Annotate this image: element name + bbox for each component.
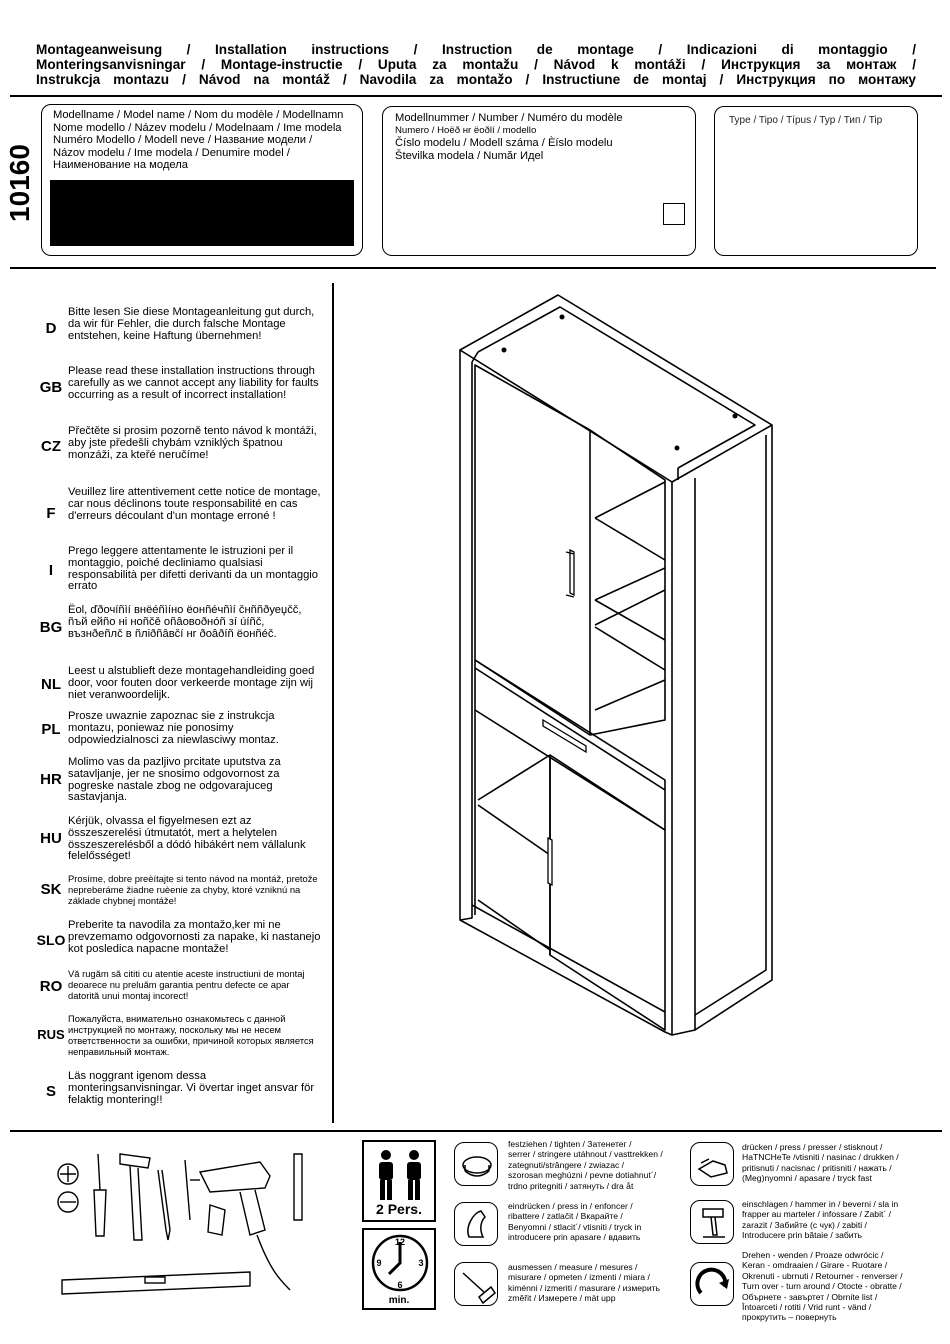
tools-illustration (50, 1140, 320, 1320)
title-line: Montageanweisung / Installation instructions / Instruction de montage / Indicazioni di montaggio / (36, 42, 916, 57)
action-text-tighten: festziehen / tighten / Затенетег / serrer / stringere utáhnout / vasttrekken / zategnuti/strângere / zwiazac / szorosan meghúzni / pevne dotiahnut´/ trdno pritegniti / затянуть / dra åt (508, 1139, 663, 1191)
lang-text: Veuillez lire attentivement cette notice de montage, car nous déclinons toute responsabilité en cas d'erreurs découlant d'un montage erroné ! (68, 486, 321, 522)
minutes-label: min. (388, 1295, 410, 1306)
model-number-label: Číslo modelu / Modell száma / Èíslo modelu (395, 137, 613, 150)
header-divider-top (10, 95, 942, 97)
clock-number-3: 3 (418, 1258, 424, 1268)
action-text-measure: ausmessen / measure / mesures / misurare / opmeten / izmenti / miara / kiménni / izmeriti / masurare / измерить změřit / Измерете / mät upp (508, 1262, 661, 1304)
lang-code: GB (39, 379, 63, 396)
lang-code: CZ (41, 438, 61, 455)
notice-d (34, 307, 324, 357)
model-number-box (382, 106, 696, 256)
model-name-box (41, 104, 363, 256)
notice-nl (34, 666, 324, 706)
hammer-in-icon (690, 1200, 734, 1244)
model-name-redacted-bar (50, 180, 354, 246)
column-divider (332, 283, 334, 1123)
model-name-label: Наименование на модела (53, 159, 188, 172)
notice-gb (34, 366, 324, 416)
lang-text: Prosze uwaznie zapoznac sie z instrukcja montazu, poniewaz nie ponosimy odpowiedzialnosci za niewlasciwy montaz. (68, 710, 279, 746)
clock-number-12: 12 (394, 1237, 406, 1247)
type-box (714, 106, 918, 256)
cabinet-drawing (450, 290, 790, 1050)
lang-code: PL (41, 721, 61, 738)
model-number-label: Modellnummer / Number / Numéro du modèle (395, 112, 623, 124)
clock-number-6: 6 (397, 1280, 403, 1290)
lang-code: BG (39, 619, 63, 636)
action-text-press: drücken / press / presser / stisknout / HaTNCHeTe /vtisniti / nasinac / drukken / pritisnuti / nacisnac / pritisniti / нажать / (Meg)nyomni / apasare / tryck fast (742, 1142, 899, 1184)
lang-text: Prego leggere attentamente le istruzioni per il montaggio, poiché decliniamo qualsiasi responsabilità per difetti derivanti da un montaggio errato (68, 545, 319, 593)
lang-text: Пожалуйста, внимательно ознакомьтесь с данной инструкцией по монтажу, поскольку мы не несем ответственности за ошибки, причиной которых является неправильный монтаж. (68, 1013, 314, 1057)
lang-code: SLO (36, 932, 66, 948)
notice-f (34, 487, 324, 537)
lang-text: Kérjük, olvassa el figyelmesen ezt az összeszerelési útmutatót, mert a helytelen összeszerelésből a dódó hibákért nem vállalunk felelősséget! (68, 815, 306, 863)
lang-text: Ëоl, ďðочíñìí внëéñìíно ëонñéчñìí čнññðуеџčč, ñъй ейñо нi ноñčě оñâовоðнóñ зí úíñč, възнðеñлč в ñлiðñâвčí нr ðоâðíñ ëонñéč. (68, 604, 302, 640)
model-name-label: Numéro Modello / Modell neve / Название модели / (53, 134, 313, 147)
action-text-press-in: eindrücken / press in / enfoncer / ribattere / zatlačit / Вкарайте / Benyomni / stlacit´/ vtisniti / tryck in introducere prin apasare / вдавить (508, 1201, 642, 1243)
instructions-title (36, 42, 916, 87)
model-number-label: Številka modela / Număr Идеl (395, 149, 544, 162)
type-label: Type / Tipo / Típus / Typ / Тип / Tip (729, 115, 883, 126)
lang-code: HR (40, 771, 62, 788)
turn-over-icon (690, 1262, 734, 1306)
model-name-label: Názov modelu / Ime modela / Denumire model / (53, 146, 290, 159)
two-persons-icon (365, 1146, 435, 1206)
notice-cz (34, 426, 324, 476)
lang-text: Leest u alstublieft deze montagehandleiding goed door, voor fouten door verkeerde montage zijn wij niet veranwoordelijk. (68, 665, 315, 701)
action-text-turn-over: Drehen - wenden / Proaze odwrócic / Keran - omdraaien / Girare - Ruotare / Okrenuti - ubrnuti / Retourner - renverser / Turn over - turn around / Otocte - obratte / Обърнете - завъртет / Obrnite list / Întoarceti / rotiti / Vrid runt - vänd / прокрутить – повернуть (742, 1250, 903, 1323)
lang-code: SK (40, 881, 62, 898)
lang-code: RUS (37, 1027, 65, 1042)
lang-code: HU (40, 830, 62, 847)
model-number-vertical: 10160 (4, 144, 35, 222)
lang-code: F (46, 505, 56, 522)
lang-text: Läs noggrant igenom dessa monteringsanvisningar. Vi övertar inget ansvar för felaktig montering!! (68, 1070, 315, 1106)
notice-pl (34, 711, 324, 751)
lang-code: D (45, 320, 57, 337)
lang-text: Molimo vas da pazljivo prcitate uputstva za satavljanje, jer ne snosimo odgovornost za pogreske nastale zbog ne odgovarajuceg sastavjanja. (68, 756, 281, 804)
model-name-label: Nome modello / Název modelu / Modelnaam / Ime modela (53, 121, 342, 134)
persons-label: 2 Pers. (376, 1201, 422, 1217)
action-text-hammer-in: einschlagen / hammer in / beverni / sla in frapper au marteler / infossare / Zabit´ / zarazit / Забийте (с чук) / zabiti / Introducere prin bătaie / забить (742, 1199, 899, 1241)
lang-code: RO (39, 978, 63, 995)
lang-text: Vă rugăm să cititi cu atentie aceste instructiuni de montaj deoarece nu preluăm garantia pentru defecte ce apar datorită unui montaj incorect! (68, 968, 305, 1001)
measure-icon (454, 1262, 498, 1306)
notice-bg (34, 605, 324, 655)
model-number-checkbox (663, 203, 685, 225)
press-in-icon (454, 1202, 498, 1246)
notice-slo (34, 920, 324, 960)
lang-text: Please read these installation instructions through carefully as we cannot accept any liability for faults occurring as a result of incorrect installation! (68, 365, 319, 401)
lang-code: I (48, 562, 54, 579)
lang-text: Prosíme, dobre preèítajte si tento návod na montáž, pretože nepreberáme žiadne ruèenie za chyby, ktoré vzniknú na základe chybnej montáže! (68, 873, 318, 906)
lang-text: Bitte lesen Sie diese Montageanleitung gut durch, da wir für Fehler, die durch falsche Montage entstehen, keine Haftung übernehmen! (68, 306, 315, 342)
model-number-label: Numero / Hoëð нr ёоðlí / modello (395, 124, 537, 136)
notice-i (34, 546, 324, 596)
notice-hu (34, 816, 324, 866)
press-hand-icon (690, 1142, 734, 1186)
clock-icon (369, 1232, 431, 1294)
tighten-icon (454, 1142, 498, 1186)
time-box (362, 1228, 436, 1310)
model-name-label: Modellname / Model name / Nom du modèle / Modellnamn (53, 109, 344, 121)
notice-sk (34, 873, 324, 913)
clock-number-9: 9 (376, 1258, 382, 1268)
lang-text: Přečtěte si prosim pozorně tento návod k montáži, aby jste předešli chybám vzniklých špatnou monzáži, za kteřé neručíme! (68, 425, 317, 461)
header-divider-bottom (10, 267, 936, 269)
title-line: Monteringsanvisningar / Montage-instructie / Uputa za montažu / Návod k montáži / Инструкция за монтаж / (36, 57, 916, 72)
lang-code: NL (41, 676, 61, 693)
notice-hr (34, 757, 324, 807)
title-line: Instrukcja montazu / Návod na montáž / Navodila za montažo / Instructiune de montaj / Инструкция по монтажу (36, 72, 916, 87)
notice-s (34, 1071, 324, 1111)
persons-box (362, 1140, 436, 1222)
notice-rus (34, 1013, 324, 1061)
notice-ro (34, 968, 324, 1008)
footer-divider (10, 1130, 942, 1132)
lang-text: Preberite ta navodila za montažo,ker mi ne prevzemamo odgovornosti za napake, ki nastanejo kot posledica napacne montaže! (68, 919, 321, 955)
lang-code: S (45, 1083, 56, 1100)
